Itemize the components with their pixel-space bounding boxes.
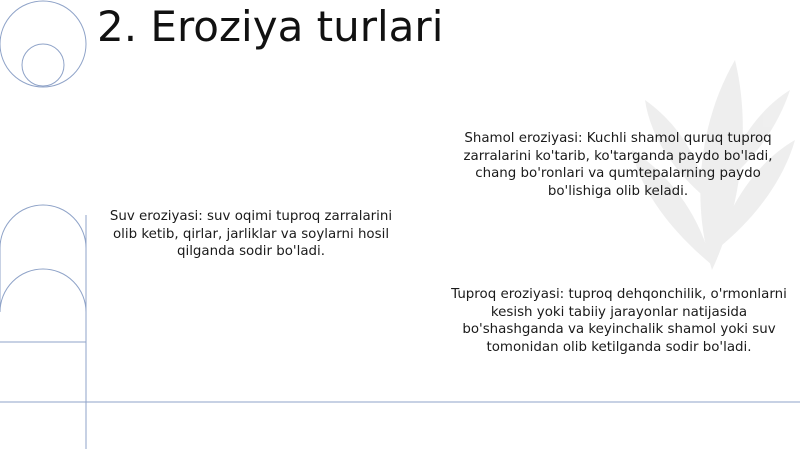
circle-small-top [22, 44, 64, 86]
text-block-wind-erosion: Shamol eroziyasi: Kuchli shamol quruq tuproq zarralarini ko'tarib, ko'targanda paydo bo'ladi, chang bo'ronlari va qumtepalarning paydo bo'lishiga olib keladi. [463, 131, 773, 199]
text-block-water-erosion: Suv eroziyasi: suv oqimi tuproq zarralarini olib ketib, qirlar, jarliklar va soylarni hosil qilganda sodir bo'ladi. [109, 209, 393, 259]
text-block-soil-erosion: Tuproq eroziyasi: tuproq dehqonchilik, o'rmonlarni kesish yoki tabiiy jarayonlar natijasida bo'shashganda va keyinchalik shamol yoki suv tomonidan olib ketilganda sodir bo'ladi. [451, 287, 787, 355]
slide-title: 2. Eroziya turlari [97, 2, 444, 51]
arch-lower [0, 269, 86, 312]
arch-upper [0, 205, 86, 248]
